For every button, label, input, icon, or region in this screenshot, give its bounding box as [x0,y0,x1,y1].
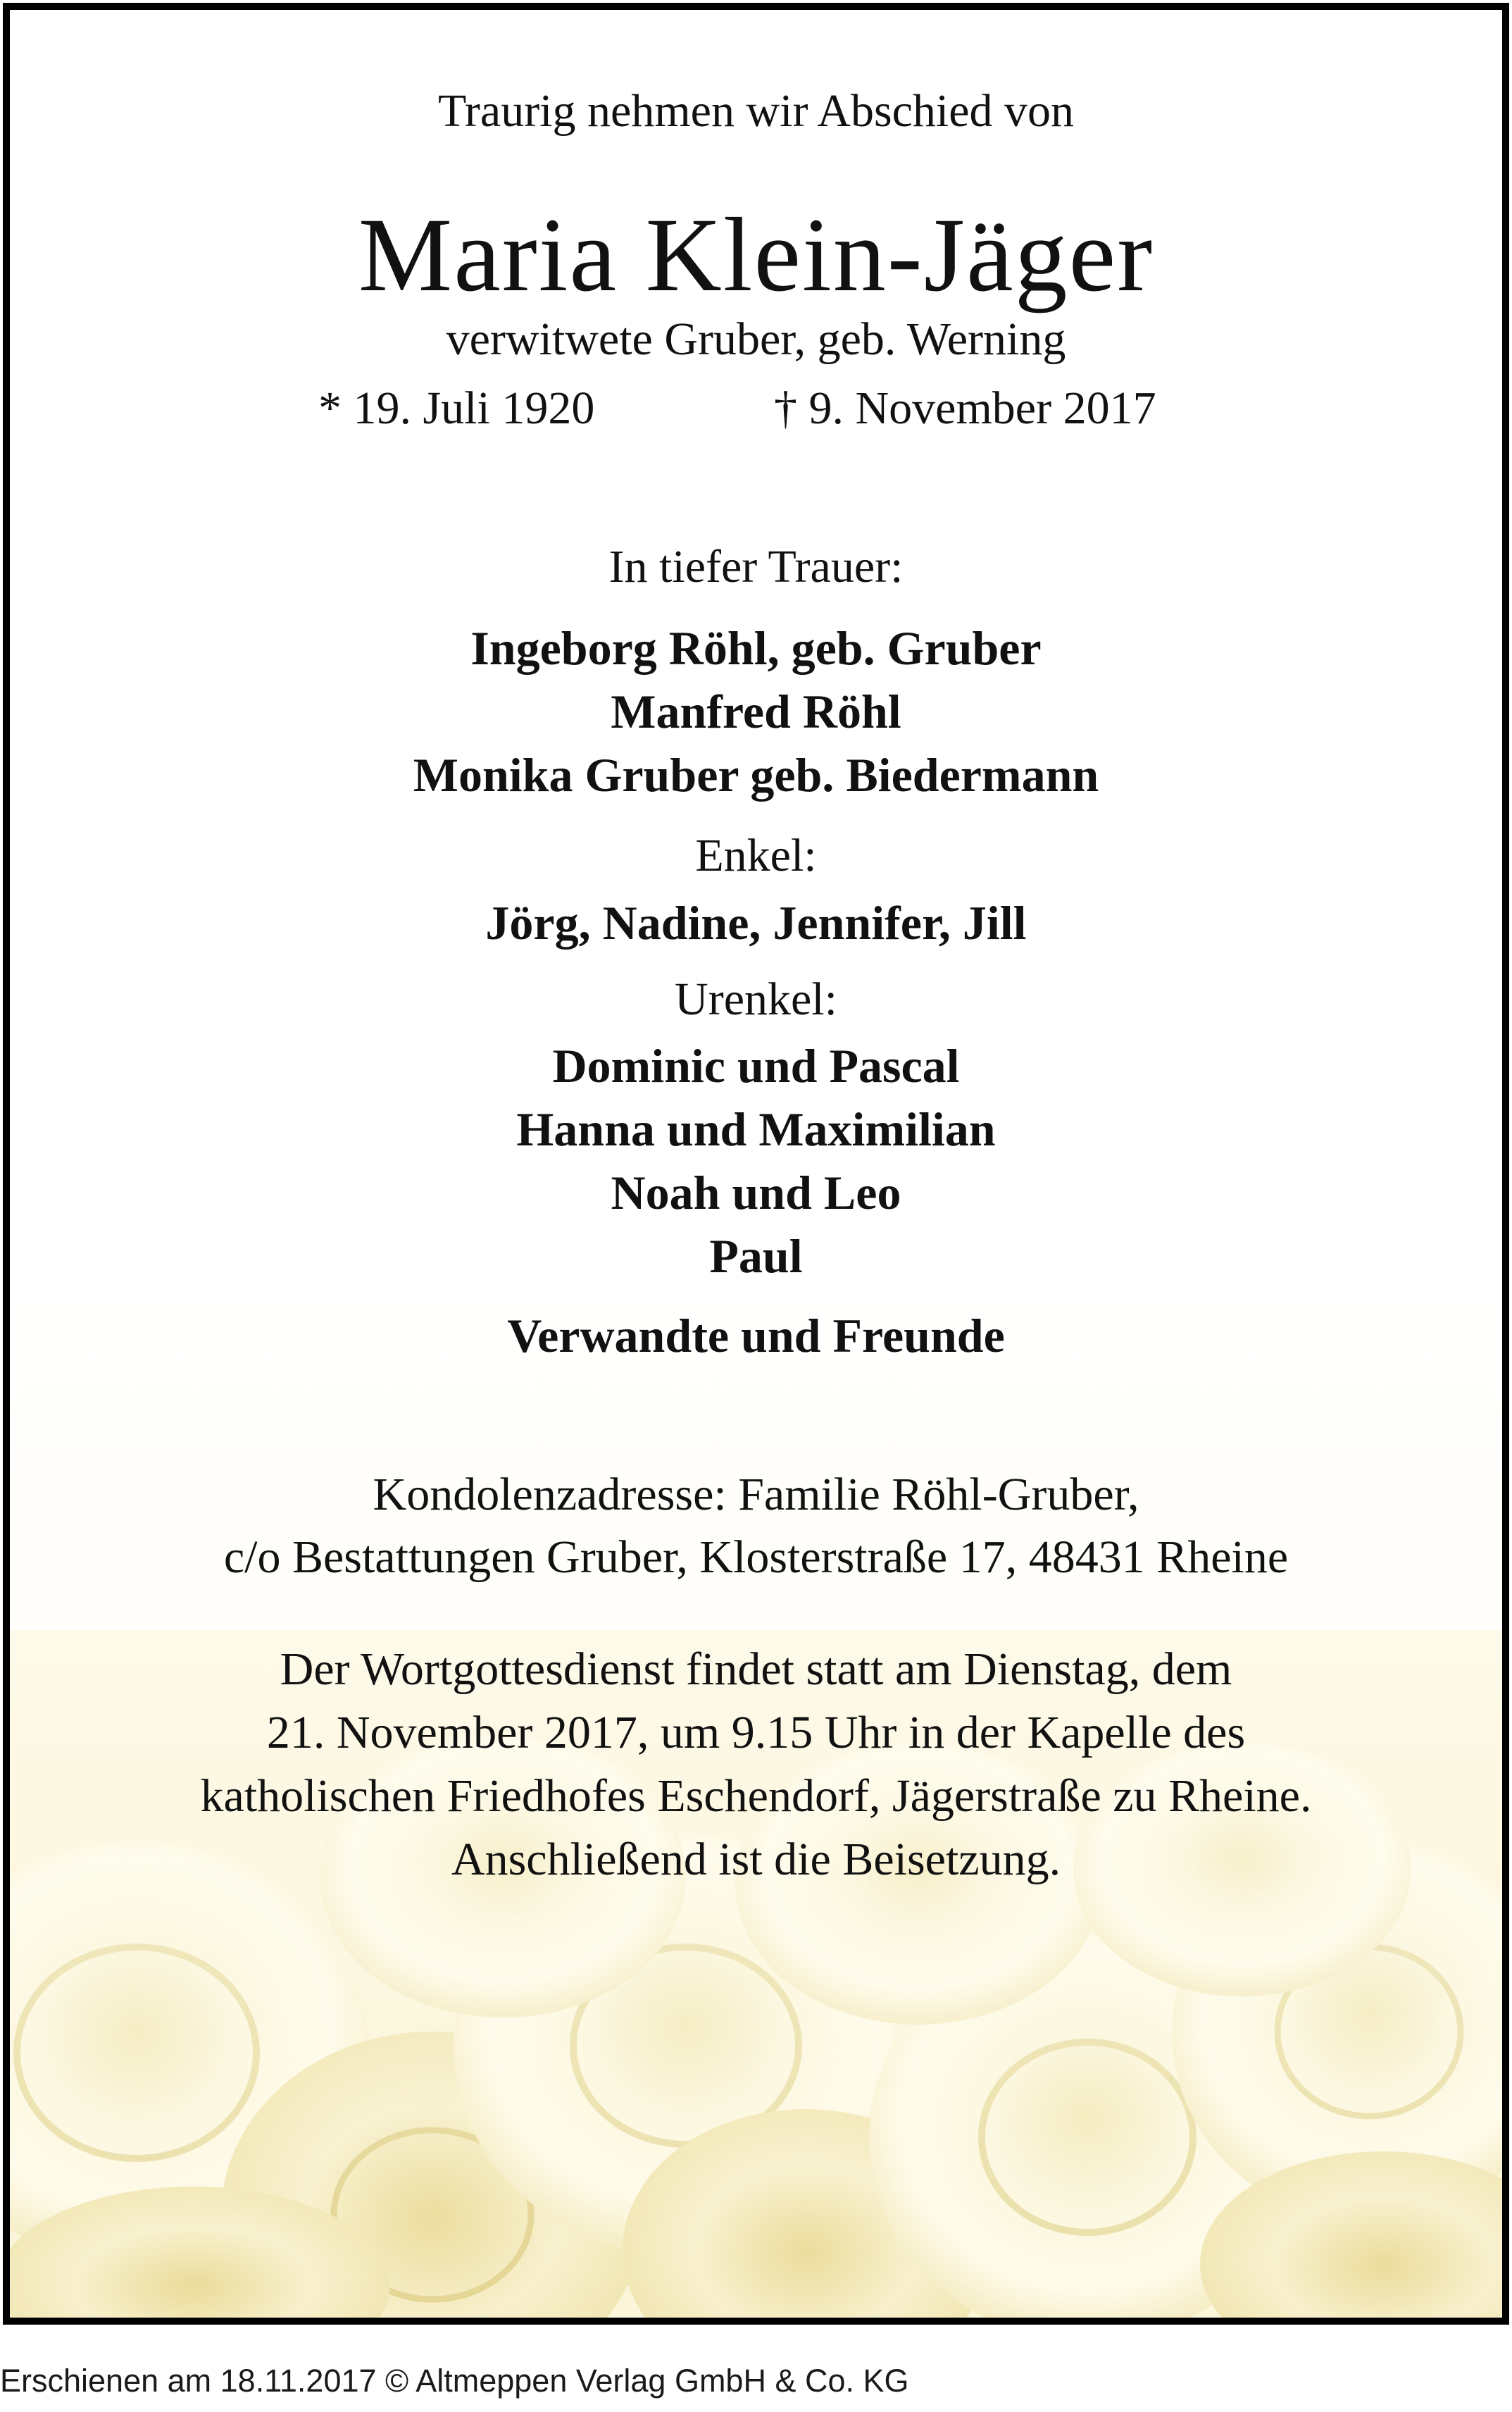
deceased-name: Maria Klein-Jäger [358,197,1154,313]
service-info-line: 21. November 2017, um 9.15 Uhr in der Kapelle des [266,1707,1246,1758]
death-date: † 9. November 2017 [774,383,1156,434]
condolence-address-line: Kondolenzadresse: Familie Röhl-Gruber, [373,1469,1139,1520]
service-info-line: Anschließend ist die Beisetzung. [451,1834,1061,1885]
great-grandchildren-label: Urenkel: [675,974,837,1025]
condolence-address-line: c/o Bestattungen Gruber, Klosterstraße 17, 48431 Rheine [223,1531,1289,1583]
deceased-maiden-name: verwitwete Gruber, geb. Werning [446,313,1066,365]
service-info-line: katholischen Friedhofes Eschendorf, Jägerstraße zu Rheine. [200,1770,1312,1822]
birth-date: * 19. Juli 1920 [318,383,595,434]
mourner-name: Monika Gruber geb. Biedermann [413,748,1099,802]
obituary-notice [3,3,1509,2325]
publication-footer: Erschienen am 18.11.2017 © Altmeppen Verlag GmbH & Co. KG [0,2363,909,2399]
notice-content [10,10,1502,2318]
great-grandchildren-name: Noah und Leo [611,1166,901,1219]
relatives-and-friends: Verwandte und Freunde [507,1309,1005,1362]
great-grandchildren-name: Paul [709,1229,803,1283]
intro-text: Traurig nehmen wir Abschied von [437,85,1075,137]
great-grandchildren-name: Hanna und Maximilian [516,1102,996,1156]
service-info-line: Der Wortgottesdienst findet statt am Dienstag, dem [280,1643,1232,1695]
mourners-heading: In tiefer Trauer: [608,541,904,592]
grandchildren-names: Jörg, Nadine, Jennifer, Jill [485,896,1027,950]
great-grandchildren-name: Dominic und Pascal [552,1039,960,1093]
mourner-name: Manfred Röhl [611,685,901,738]
grandchildren-label: Enkel: [695,830,817,881]
mourner-name: Ingeborg Röhl, geb. Gruber [470,621,1042,675]
